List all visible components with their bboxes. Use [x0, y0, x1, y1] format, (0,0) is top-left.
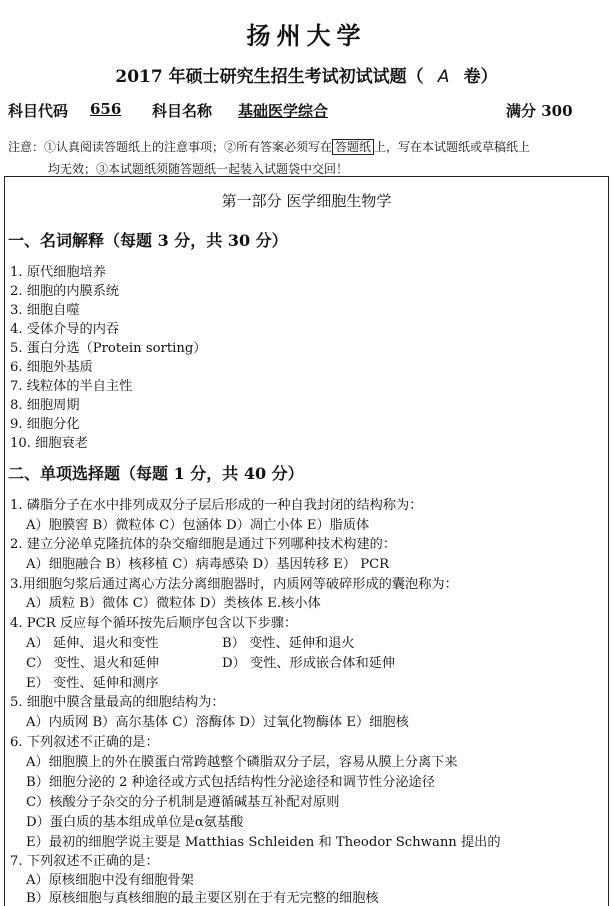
term-item: 3. 细胞自噬	[10, 303, 80, 318]
notice-line1-a: ①认真阅读答题纸上的注意事项；②所有答案必须写在	[44, 140, 333, 154]
question-5: 5. 细胞中膜含量最高的细胞结构为：	[10, 695, 225, 710]
term-item: 7. 线粒体的半自主性	[10, 379, 133, 394]
question-3: 3.用细胞匀浆后通过离心方法分离细胞器时，内质网等破碎形成的囊泡称为：	[10, 577, 458, 592]
term-item: 9. 细胞分化	[10, 417, 80, 432]
question-1-options: A）胞膜窖 B）微粒体 C）包涵体 D）凋亡小体 E）脂质体	[26, 518, 370, 533]
question-4-option-e: E） 变性、延伸和测序	[26, 676, 159, 691]
question-2-options: A）细胞融合 B）核移植 C）病毒感染 D）基因转移 E） PCR	[26, 557, 390, 572]
term-item: 2. 细胞的内膜系统	[10, 284, 120, 299]
paper-label: A	[437, 67, 450, 87]
exam-title	[0, 62, 613, 87]
term-item: 5. 蛋白分选（Protein sorting）	[10, 341, 207, 356]
name-label: 科目名称	[152, 102, 213, 120]
term-item: 8. 细胞周期	[10, 398, 80, 413]
code-value: 656	[90, 100, 122, 118]
notice-line2: 均无效；③本试题纸须随答题纸一起装入试题袋中交回！	[48, 162, 349, 176]
question-5-options: A）内质网 B）高尔基体 C）溶酶体 D）过氧化物酶体 E）细胞核	[26, 715, 409, 730]
question-7: 7. 下列叙述不正确的是：	[10, 854, 159, 869]
question-4-option-a: A） 延伸、退火和变性	[26, 636, 159, 651]
question-6: 6. 下列叙述不正确的是：	[10, 735, 159, 750]
term-item: 1. 原代细胞培养	[10, 265, 106, 280]
notice-prefix: 注意：	[8, 140, 45, 154]
code-label: 科目代码	[8, 102, 69, 120]
question-7-option-b: B）原核细胞与真核细胞的最主要区别在于有无完整的细胞核	[26, 891, 379, 906]
question-4-option-d: D） 变性、形成嵌合体和延伸	[222, 656, 396, 671]
question-1: 1. 磷脂分子在水中排列成双分子层后形成的一种自我封闭的结构称为：	[10, 498, 423, 513]
question-6-option-b: B）细胞分泌的 2 种途径或方式包括结构性分泌途径和调节性分泌途径	[26, 775, 435, 790]
university-name: 扬州大学	[246, 21, 367, 50]
question-4: 4. PCR 反应每个循环按先后顺序包含以下步骤：	[10, 616, 298, 631]
exam-title-suffix: 卷）	[463, 67, 498, 87]
question-6-option-d: D）蛋白质的基本组成单位是α氨基酸	[26, 815, 244, 830]
exam-title-prefix: 2017 年硕士研究生招生考试初试试题（	[115, 67, 424, 87]
answer-sheet-boxed: 答题纸	[332, 139, 374, 155]
question-6-option-a: A）细胞膜上的外在膜蛋白常跨越整个磷脂双分子层，容易从膜上分离下来	[26, 755, 458, 770]
part-title: 第一部分 医学细胞生物学	[221, 192, 392, 210]
score-label: 满分 300	[506, 102, 573, 120]
section2-title: 二、单项选择题（每题 1 分，共 40 分）	[8, 464, 304, 483]
question-4-option-b: B） 变性、延伸和退火	[222, 636, 355, 651]
term-item: 10. 细胞衰老	[10, 436, 88, 451]
question-4-option-c: C） 变性、退火和延伸	[26, 656, 159, 671]
question-6-option-c: C）核酸分子杂交的分子机制是遵循碱基互补配对原则	[26, 795, 340, 810]
question-2: 2. 建立分泌单克隆抗体的杂交瘤细胞是通过下列哪种技术构建的：	[10, 537, 397, 552]
name-value: 基础医学综合	[238, 102, 329, 120]
section1-title: 一、名词解释（每题 3 分，共 30 分）	[8, 231, 288, 250]
notice-line1	[8, 138, 530, 155]
question-6-option-e: E）最初的细胞学说主要是 Matthias Schleiden 和 Theodor Schwann 提出的	[26, 835, 501, 850]
term-item: 4. 受体介导的内吞	[10, 322, 120, 337]
notice-line1-b: 上，写在本试题纸或草稿纸上	[374, 140, 531, 154]
term-item: 6. 细胞外基质	[10, 360, 93, 375]
question-7-option-a: A）原核细胞中没有细胞骨架	[26, 873, 194, 888]
question-3-options: A）质粒 B）微体 C）微粒体 D）类核体 E.核小体	[26, 596, 321, 611]
